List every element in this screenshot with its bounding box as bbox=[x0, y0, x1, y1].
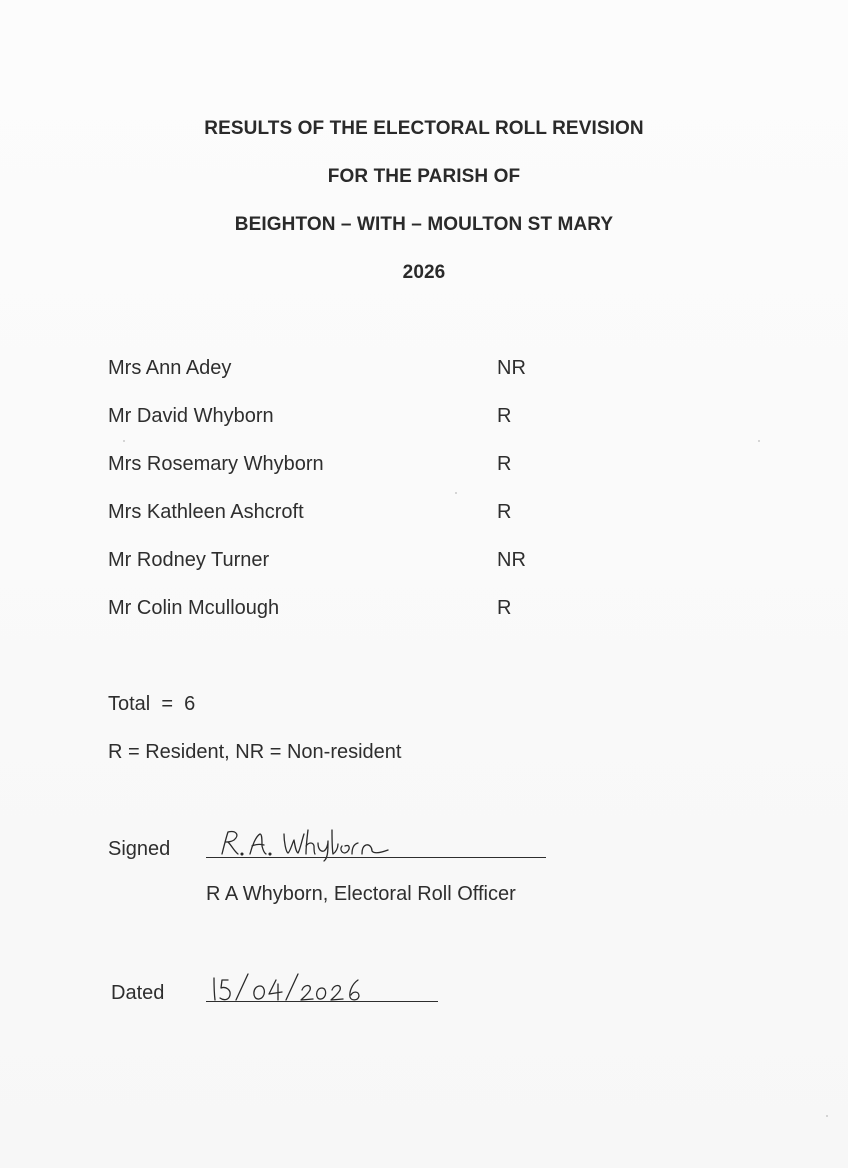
title-line-2: FOR THE PARISH OF bbox=[327, 166, 521, 187]
title-line-4: 2026 bbox=[402, 262, 446, 283]
roll-entry-status: NR bbox=[497, 357, 526, 379]
date-line bbox=[206, 1001, 438, 1002]
roll-entry-name: Mrs Kathleen Ashcroft bbox=[108, 501, 304, 523]
signed-label: Signed bbox=[108, 838, 171, 860]
title-line-3: BEIGHTON – WITH – MOULTON ST MARY bbox=[234, 214, 614, 235]
title-line-1: RESULTS OF THE ELECTORAL ROLL REVISION bbox=[204, 118, 644, 139]
roll-entry-status: R bbox=[497, 453, 512, 475]
dated-label: Dated bbox=[111, 982, 165, 1004]
roll-entry-name: Mrs Rosemary Whyborn bbox=[108, 453, 324, 475]
scan-speck bbox=[123, 440, 125, 442]
scan-speck bbox=[455, 492, 457, 494]
scan-speck bbox=[758, 440, 760, 442]
roll-entry-status: R bbox=[497, 597, 512, 619]
roll-entry-name: Mr Rodney Turner bbox=[108, 549, 270, 571]
scan-speck bbox=[826, 1115, 828, 1117]
signatory-name: R A Whyborn, Electoral Roll Officer bbox=[206, 883, 516, 905]
roll-entry-name: Mr David Whyborn bbox=[108, 405, 274, 427]
signature-line bbox=[206, 857, 546, 858]
roll-entry-status: NR bbox=[497, 549, 526, 571]
status-key: R = Resident, NR = Non-resident bbox=[108, 741, 402, 763]
roll-entry-status: R bbox=[497, 501, 512, 523]
total-count: Total = 6 bbox=[108, 693, 196, 715]
roll-entry-status: R bbox=[497, 405, 512, 427]
roll-entry-name: Mr Colin Mcullough bbox=[108, 597, 280, 619]
roll-entry-name: Mrs Ann Adey bbox=[108, 357, 232, 379]
